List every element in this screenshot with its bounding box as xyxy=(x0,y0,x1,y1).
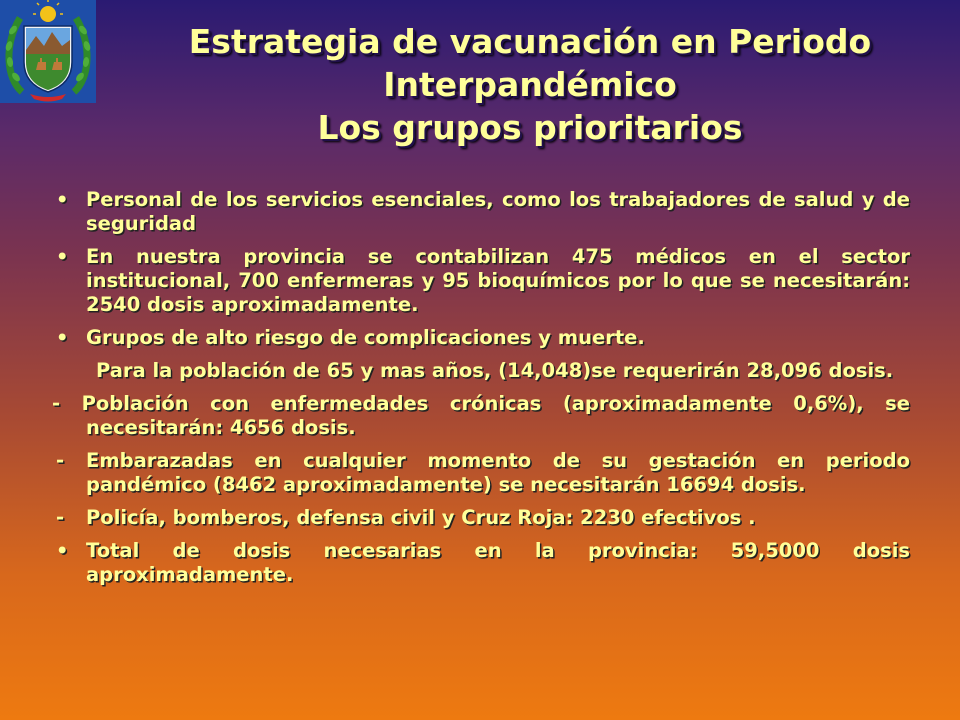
list-item-text: En nuestra provincia se contabilizan 475 médicos en el sector institucional, 700 enfermeras y 95 bioquímicos por lo que se necesitarán: 2540 dosis aproximadamente. xyxy=(86,245,910,316)
dash-marker: - xyxy=(56,506,65,529)
title-line-3: Los grupos prioritarios xyxy=(317,108,743,147)
bullet-marker: • xyxy=(56,188,69,211)
list-item-text: Personal de los servicios esenciales, como los trabajadores de salud y de seguridad xyxy=(86,188,910,235)
coat-of-arms-icon xyxy=(0,0,96,103)
slide-title xyxy=(120,20,940,149)
list-item xyxy=(52,359,910,383)
dash-marker: - xyxy=(56,449,65,472)
list-item xyxy=(52,539,910,587)
list-item xyxy=(52,188,910,236)
list-item-text: Para la población de 65 y mas años, (14,048)se requerirán 28,096 dosis. xyxy=(96,359,894,382)
bullet-marker: • xyxy=(56,245,69,268)
bullet-list xyxy=(52,188,910,596)
title-line-1: Estrategia de vacunación en Periodo xyxy=(188,22,872,61)
list-item xyxy=(52,449,910,497)
list-item-text: - Población con enfermedades crónicas (aproximadamente 0,6%), se necesitarán: 4656 dosis. xyxy=(52,392,910,439)
bullet-marker: • xyxy=(56,326,69,349)
title-line-2: Interpandémico xyxy=(383,65,677,104)
list-item xyxy=(52,245,910,317)
bullet-marker: • xyxy=(56,539,69,562)
list-item-text: Total de dosis necesarias en la provincia: 59,5000 dosis aproximadamente. xyxy=(86,539,910,586)
list-item xyxy=(52,506,910,530)
list-item xyxy=(52,326,910,350)
list-item-text: Policía, bomberos, defensa civil y Cruz Roja: 2230 efectivos . xyxy=(86,506,756,529)
list-item-text: Embarazadas en cualquier momento de su gestación en periodo pandémico (8462 aproximadamente) se necesitarán 16694 dosis. xyxy=(86,449,910,496)
list-item-text: Grupos de alto riesgo de complicaciones y muerte. xyxy=(86,326,645,349)
list-item xyxy=(52,392,910,440)
